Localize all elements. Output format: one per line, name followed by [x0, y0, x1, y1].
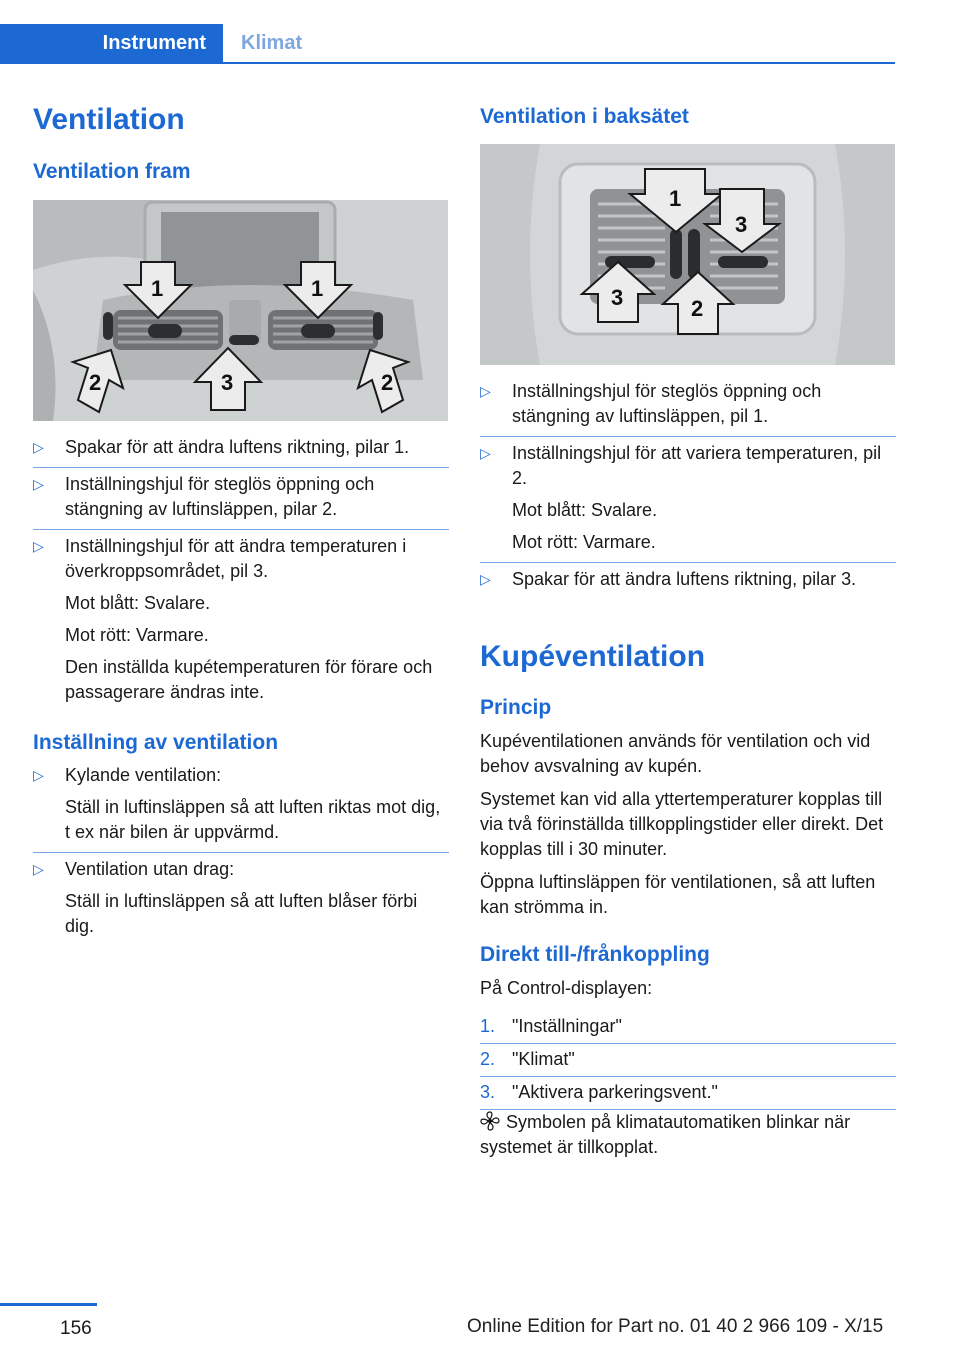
list-item: ▷ Kylande ventilation: Ställ in luftinsläppen så att luften riktas mot dig, t ex när bilen är uppvärmd. — [33, 759, 449, 853]
cabin-ventilation-title: Kupéventilation — [480, 640, 706, 673]
edition-text: Online Edition for Part no. 01 40 2 966 109 - X/15 — [467, 1316, 884, 1337]
tab-instrument[interactable] — [0, 24, 223, 62]
list-item: ▷ Ventilation utan drag: Ställ in luftinsläppen så att luften blåser förbi dig. — [33, 853, 449, 947]
principle-heading: Princip — [480, 696, 552, 719]
footer-rule — [0, 1303, 97, 1306]
principle-paragraph-2: Systemet kan vid alla yttertemperaturer kopplas till via två förinställda tillkopplingstider eller direkt. Det kopplas till i 30 minuter. — [480, 789, 884, 859]
list-item: ▷ Spakar för att ändra luftens riktning, pilar 3. — [480, 563, 896, 600]
list-item: ▷ Inställningshjul för att variera temperaturen, pil 2. Mot blått: Svalare. Mot rött: Varmare. — [480, 437, 896, 563]
front-arrow-label: 2 — [89, 370, 102, 395]
page-title: Ventilation — [33, 103, 185, 136]
rear-vent-photo — [480, 144, 895, 365]
front-vent-bullets — [33, 431, 449, 713]
symbol-note: Symbolen på klimatautomatiken blinkar när systemet är tillkopplat. — [480, 1112, 851, 1157]
list-item: ▷ Inställningshjul för steglös öppning och stängning av luftinsläppen, pilar 2. — [33, 468, 449, 530]
list-item: 3. "Aktivera parkeringsvent." — [480, 1077, 896, 1110]
list-item: 2. "Klimat" — [480, 1044, 896, 1077]
list-item: ▷ Inställningshjul för att ändra temperaturen i överkroppsområdet, pil 3. Mot blått: Svalare. Mot rött: Varmare. Den inställda kupétemperaturen för förare och passagerare ändras inte. — [33, 530, 449, 713]
direct-toggle-heading: Direkt till-/frånkoppling — [480, 943, 710, 966]
rear-arrow-label: 2 — [691, 296, 704, 321]
page-number: 156 — [60, 1318, 92, 1339]
list-item: ▷ Spakar för att ändra luftens riktning, pilar 1. — [33, 431, 449, 468]
list-item: ▷ Inställningshjul för steglös öppning och stängning av luftinsläppen, pil 1. — [480, 375, 896, 437]
front-arrow-label: 2 — [381, 370, 394, 395]
rear-arrow-label: 3 — [735, 212, 748, 237]
tab-klimat[interactable]: Klimat — [241, 32, 303, 54]
rear-vent-bullets — [480, 375, 896, 600]
direct-toggle-intro: På Control-displayen: — [480, 978, 653, 998]
front-arrow-label: 1 — [151, 276, 164, 301]
front-arrow-label: 3 — [221, 370, 234, 395]
principle-paragraph-3: Öppna luftinsläppen för ventilationen, så att luften kan strömma in. — [480, 872, 876, 917]
steps-list — [480, 1011, 896, 1110]
rear-arrow-label: 1 — [669, 186, 682, 211]
front-arrow-label: 1 — [311, 276, 324, 301]
front-vent-photo — [33, 200, 448, 421]
rear-arrow-label: 3 — [611, 285, 624, 310]
header-tab-bar — [0, 24, 895, 64]
list-item: 1. "Inställningar" — [480, 1011, 896, 1044]
ventilation-settings-heading: Inställning av ventilation — [33, 731, 279, 754]
tab-instrument-label: Instrument — [102, 32, 206, 54]
fan-icon — [480, 1111, 500, 1131]
rear-ventilation-heading: Ventilation i baksätet — [480, 105, 689, 128]
principle-paragraph-1: Kupéventilationen används för ventilation och vid behov avsvalning av kupén. — [480, 731, 871, 776]
front-ventilation-heading: Ventilation fram — [33, 160, 191, 183]
ventilation-settings-bullets — [33, 759, 449, 947]
